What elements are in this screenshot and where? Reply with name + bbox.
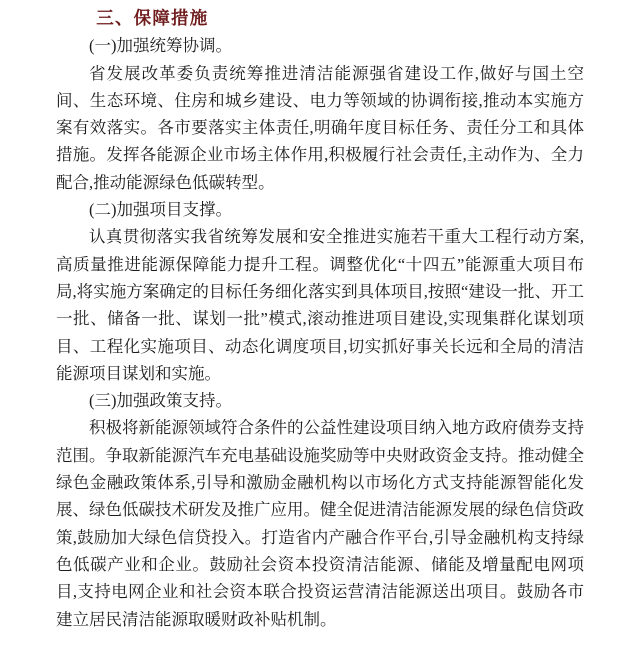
paragraph-coordination: 省发展改革委负责统筹推进清洁能源强省建设工作,做好与国土空间、生态环境、住房和城乡建设、电力等领域的协调衔接,推动本实施方案有效落实。各市要落实主体责任,明确年度目标任务、责任分工和具体措施。发挥各能源企业市场主体作用,积极履行社会责任,主动作为、全力配合,推动能源绿色低碳转型。 bbox=[56, 63, 584, 192]
paragraph-policy-support: 积极将新能源领域符合条件的公益性建设项目纳入地方政府债券支持范围。争取新能源汽车充电基础设施奖励等中央财政资金支持。推动健全绿色金融政策体系,引导和激励金融机构以市场化方式支持能源智能化发展、绿色低碳技术研发及推广应用。健全促进清洁能源发展的绿色信贷政策,鼓励加大绿色信贷投入。打造省内产融合作平台,引导金融机构支持绿色低碳产业和企业。鼓励社会资本投资清洁能源、储能及增量配电网项目,支持电网企业和社会资本联合投资运营清洁能源送出项目。鼓励各市建立居民清洁能源取暖财政补贴机制。 bbox=[56, 418, 584, 629]
document-heading: 三、保障措施 bbox=[96, 8, 209, 28]
subheading-policy-support: (三)加强政策支持。 bbox=[89, 391, 232, 411]
paragraph-project-support: 认真贯彻落实我省统筹发展和安全推进实施若干重大工程行动方案,高质量推进能源保障能力提升工程。调整优化“十四五”能源重大项目布局,将实施方案确定的目标任务细化落实到具体项目,按照“建设一批、开工一批、储备一批、谋划一批”模式,滚动推进项目建设,实现集群化谋划项目、工程化实施项目、动态化调度项目,切实抓好事关长远和全局的清洁能源项目谋划和实施。 bbox=[56, 227, 584, 383]
subheading-coordination: (一)加强统筹协调。 bbox=[89, 36, 232, 56]
subheading-project-support: (二)加强项目支撑。 bbox=[89, 200, 232, 220]
